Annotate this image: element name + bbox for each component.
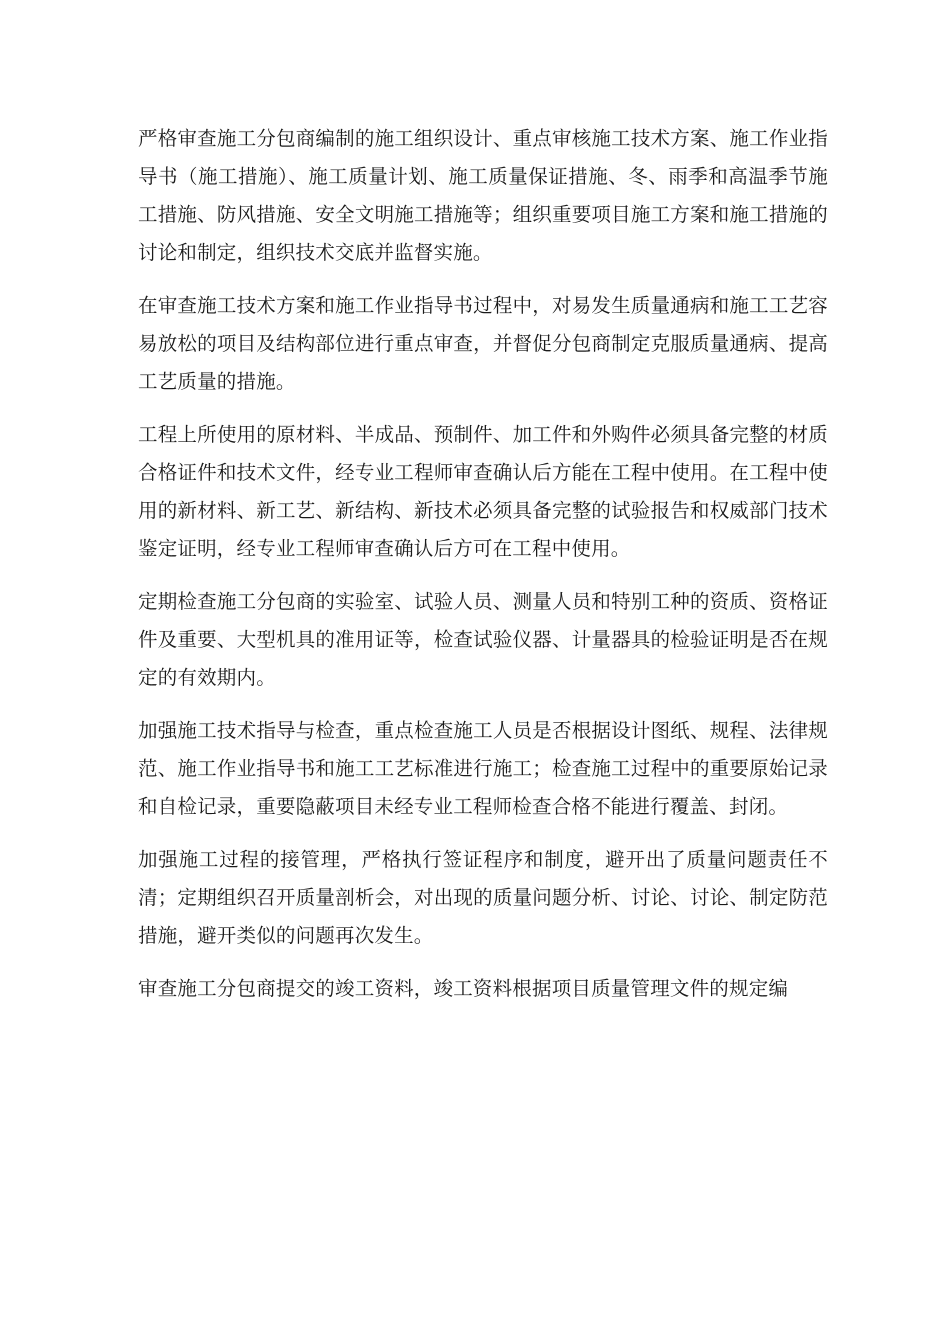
paragraph-4: 定期检查施工分包商的实验室、试验人员、测量人员和特别工种的资质、资格证件及重要、大型机具的准用证等，检查试验仪器、计量器具的检验证明是否在规定的有效期内。 (138, 590, 828, 689)
paragraph-1: 严格审查施工分包商编制的施工组织设计、重点审核施工技术方案、施工作业指导书（施工措施）、施工质量计划、施工质量保证措施、冬、雨季和高温季节施工措施、防风措施、安全文明施工措施等；组织重要项目施工方案和施工措施的讨论和制定，组织技术交底并监督实施。 (138, 127, 828, 264)
paragraph-5: 加强施工技术指导与检查，重点检查施工人员是否根据设计图纸、规程、法律规范、施工作业指导书和施工工艺标准进行施工；检查施工过程中的重要原始记录和自检记录，重要隐蔽项目未经专业工程师检查合格不能进行覆盖、封闭。 (138, 719, 828, 818)
paragraph-2: 在审查施工技术方案和施工作业指导书过程中，对易发生质量通病和施工工艺容易放松的项目及结构部位进行重点审查，并督促分包商制定克服质量通病、提高工艺质量的措施。 (138, 294, 828, 393)
paragraph-6: 加强施工过程的接管理，严格执行签证程序和制度，避开出了质量问题责任不清；定期组织召开质量剖析会，对出现的质量问题分析、讨论、讨论、制定防范措施，避开类似的问题再次发生。 (138, 848, 828, 947)
document-body (138, 120, 828, 1023)
paragraph-7: 审查施工分包商提交的竣工资料，竣工资料根据项目质量管理文件的规定编 (138, 977, 789, 1000)
paragraph-3: 工程上所使用的原材料、半成品、预制件、加工件和外购件必须具备完整的材质合格证件和技术文件，经专业工程师审查确认后方能在工程中使用。在工程中使用的新材料、新工艺、新结构、新技术必须具备完整的试验报告和权威部门技术鉴定证明，经专业工程师审查确认后方可在工程中使用。 (138, 423, 828, 560)
